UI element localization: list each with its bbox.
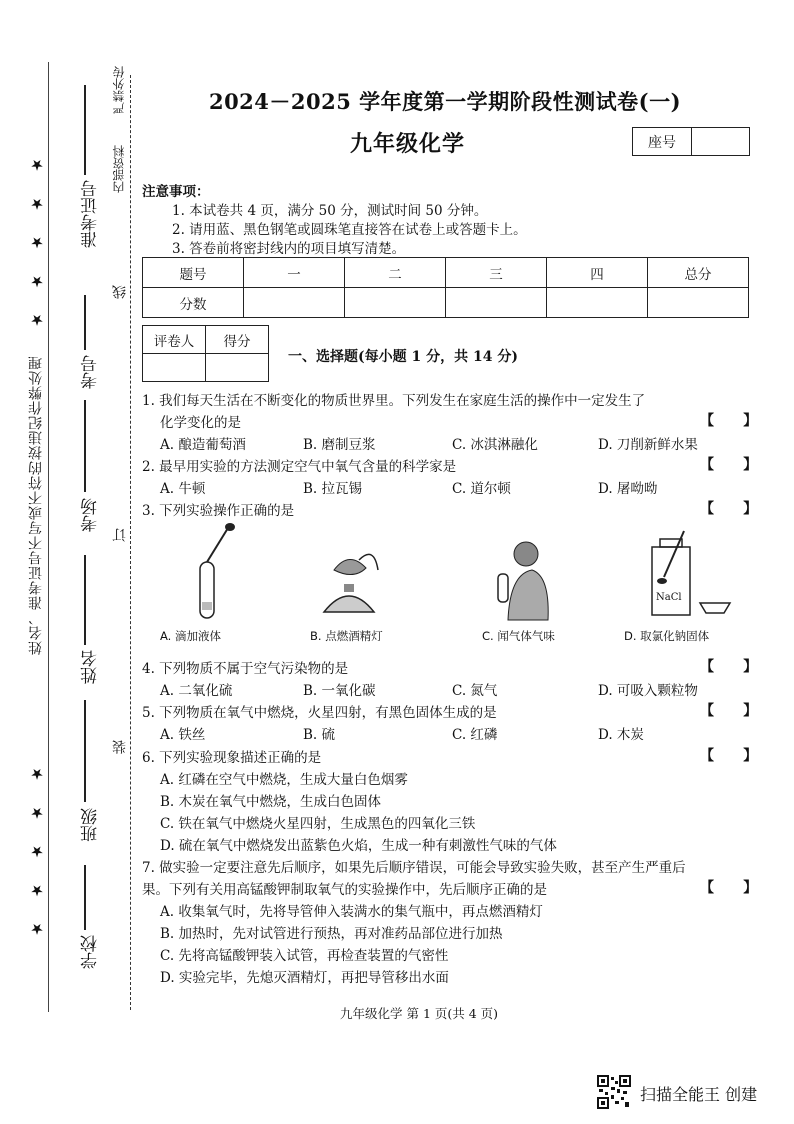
note-item: 3. 答卷前将密封线内的项目填写清楚。: [172, 241, 406, 257]
scanner-watermark: 扫描全能王 创建: [640, 1085, 758, 1104]
option: B. 加热时，先对试管进行预热，再对准药品部位进行加热: [160, 926, 503, 942]
figure-lighting-lamp: [314, 540, 384, 620]
question-5-text: 5. 下列物质在氧气中燃烧，火星四射，有黑色固体生成的是: [142, 705, 497, 721]
field-exam-id-label: 准考证号: [81, 180, 101, 248]
score-table-score-row: [143, 288, 749, 318]
question-2-text: 2. 最早用实验的方法测定空气中氧气含量的科学家是: [142, 459, 457, 475]
field-school-line[interactable]: [84, 865, 86, 930]
figure-dropping-liquid: [188, 522, 238, 622]
field-class-line[interactable]: [84, 700, 86, 802]
score-cell[interactable]: [345, 288, 446, 318]
field-school-label: 学校: [81, 935, 101, 969]
grader-name-cell[interactable]: [143, 354, 206, 382]
seat-label: 座号: [633, 128, 692, 155]
stars-top: ★ ★ ★ ★ ★: [28, 148, 46, 330]
seal-mark-bind: 装: [112, 740, 128, 754]
question-4-text: 4. 下列物质不属于空气污染物的是: [142, 661, 349, 677]
question-1-text-cont: 化学变化的是: [160, 415, 241, 431]
figure-taking-nacl: [640, 525, 735, 623]
seal-line: [130, 75, 131, 1010]
grader-score-label: 得分: [206, 326, 269, 354]
grader-box: [142, 325, 269, 382]
option: C. 铁在氧气中燃烧火星四射，生成黑色的四氧化三铁: [160, 816, 476, 832]
score-header-cell: 三: [446, 258, 547, 288]
seal-mark-staple: 订: [112, 528, 128, 542]
option: C. 道尔顿: [452, 481, 511, 497]
option: A. 红磷在空气中燃烧，生成大量白色烟雾: [160, 772, 408, 788]
option: B. 木炭在氧气中燃烧，生成白色固体: [160, 794, 382, 810]
page-footer: 九年级化学 第 1 页(共 4 页): [340, 1006, 499, 1021]
score-row-label: 分数: [143, 288, 244, 318]
stars-bottom: ★ ★ ★ ★ ★: [28, 757, 46, 939]
answer-bracket[interactable]: 【 】: [700, 413, 758, 429]
question-6-text: 6. 下列实验现象描述正确的是: [142, 750, 322, 766]
figure-caption: C. 闻气体气味: [482, 629, 555, 643]
figure-caption: A. 滴加液体: [160, 629, 221, 643]
option: A. 收集氧气时，先将导管伸入装满水的集气瓶中，再点燃酒精灯: [160, 904, 543, 920]
binding-warning: 姓名、准考证号不写或不符的按违纪作弊处理: [28, 355, 44, 655]
nacl-label: NaCl: [656, 592, 682, 603]
side-tag-no-distribution: 严禁外传: [112, 66, 126, 114]
score-header-cell: 总分: [648, 258, 749, 288]
answer-bracket[interactable]: 【 】: [700, 457, 758, 473]
score-header-cell: 题号: [143, 258, 244, 288]
field-room-label: 考场: [81, 498, 101, 532]
section-heading: 一、选择题(每小题 1 分，共 14 分): [288, 349, 518, 365]
option: A. 二氧化硫: [160, 683, 233, 699]
question-7-text-cont: 果。下列有关用高锰酸钾制取氧气的实验操作中，先后顺序正确的是: [142, 882, 547, 898]
field-name-line[interactable]: [84, 555, 86, 645]
option: D. 实验完毕，先熄灭酒精灯，再把导管移出水面: [160, 970, 449, 986]
figure-caption: B. 点燃酒精灯: [310, 629, 383, 643]
option: C. 氮气: [452, 683, 498, 699]
score-header-cell: 二: [345, 258, 446, 288]
binding-border-line: [48, 62, 49, 1012]
side-tag-internal: 内部资料: [112, 145, 126, 193]
notes-heading: 注意事项：: [142, 184, 210, 200]
answer-bracket[interactable]: 【 】: [700, 880, 758, 896]
option: C. 红磷: [452, 727, 498, 743]
figure-smelling-gas: [488, 538, 558, 622]
figure-caption: D. 取氯化钠固体: [624, 629, 710, 643]
answer-bracket[interactable]: 【 】: [700, 501, 758, 517]
seal-mark-line: 线: [112, 285, 128, 299]
option: D. 屠呦呦: [598, 481, 658, 497]
question-3-text: 3. 下列实验操作正确的是: [142, 503, 295, 519]
option: D. 硫在氧气中燃烧发出蓝紫色火焰，生成一种有刺激性气味的气体: [160, 838, 557, 854]
seat-number-box: [632, 127, 750, 156]
score-table: [142, 257, 749, 318]
field-number-label: 考号: [81, 355, 101, 389]
score-cell[interactable]: [244, 288, 345, 318]
option: A. 铁丝: [160, 727, 206, 743]
page-subtitle: 九年级化学: [350, 131, 466, 157]
field-number-line[interactable]: [84, 295, 86, 350]
option: C. 先将高锰酸钾装入试管，再检查装置的气密性: [160, 948, 449, 964]
score-cell[interactable]: [648, 288, 749, 318]
score-header-cell: 一: [244, 258, 345, 288]
score-table-header-row: [143, 258, 749, 288]
note-item: 1. 本试卷共 4 页，满分 50 分，测试时间 50 分钟。: [172, 203, 488, 219]
field-class-label: 班级: [81, 808, 101, 842]
option: B. 磨制豆浆: [303, 437, 376, 453]
answer-bracket[interactable]: 【 】: [700, 748, 758, 764]
page-title: 2024－2025 学年度第一学期阶段性测试卷(一): [208, 89, 682, 114]
option: D. 可吸入颗粒物: [598, 683, 698, 699]
option: A. 牛顿: [160, 481, 206, 497]
score-cell[interactable]: [547, 288, 648, 318]
question-1-text: 1. 我们每天生活在不断变化的物质世界里。下列发生在家庭生活的操作中一定发生了: [142, 393, 646, 409]
answer-bracket[interactable]: 【 】: [700, 659, 758, 675]
option: B. 拉瓦锡: [303, 481, 363, 497]
seat-number-field[interactable]: [692, 128, 749, 155]
option: C. 冰淇淋融化: [452, 437, 538, 453]
option: D. 刀削新鲜水果: [598, 437, 698, 453]
field-name-label: 姓名: [81, 650, 101, 684]
score-cell[interactable]: [446, 288, 547, 318]
option: D. 木炭: [598, 727, 644, 743]
qr-code-icon: [597, 1075, 631, 1109]
score-header-cell: 四: [547, 258, 648, 288]
option: A. 酿造葡萄酒: [160, 437, 246, 453]
field-room-line[interactable]: [84, 400, 86, 492]
field-exam-id-line[interactable]: [84, 85, 86, 175]
answer-bracket[interactable]: 【 】: [700, 703, 758, 719]
question-7-text: 7. 做实验一定要注意先后顺序，如果先后顺序错误，可能会导致实验失败，甚至产生严重后: [142, 860, 686, 876]
option: B. 一氧化碳: [303, 683, 376, 699]
grader-score-cell[interactable]: [206, 354, 269, 382]
note-item: 2. 请用蓝、黑色钢笔或圆珠笔直接答在试卷上或答题卡上。: [172, 222, 527, 238]
option: B. 硫: [303, 727, 336, 743]
grader-label: 评卷人: [143, 326, 206, 354]
